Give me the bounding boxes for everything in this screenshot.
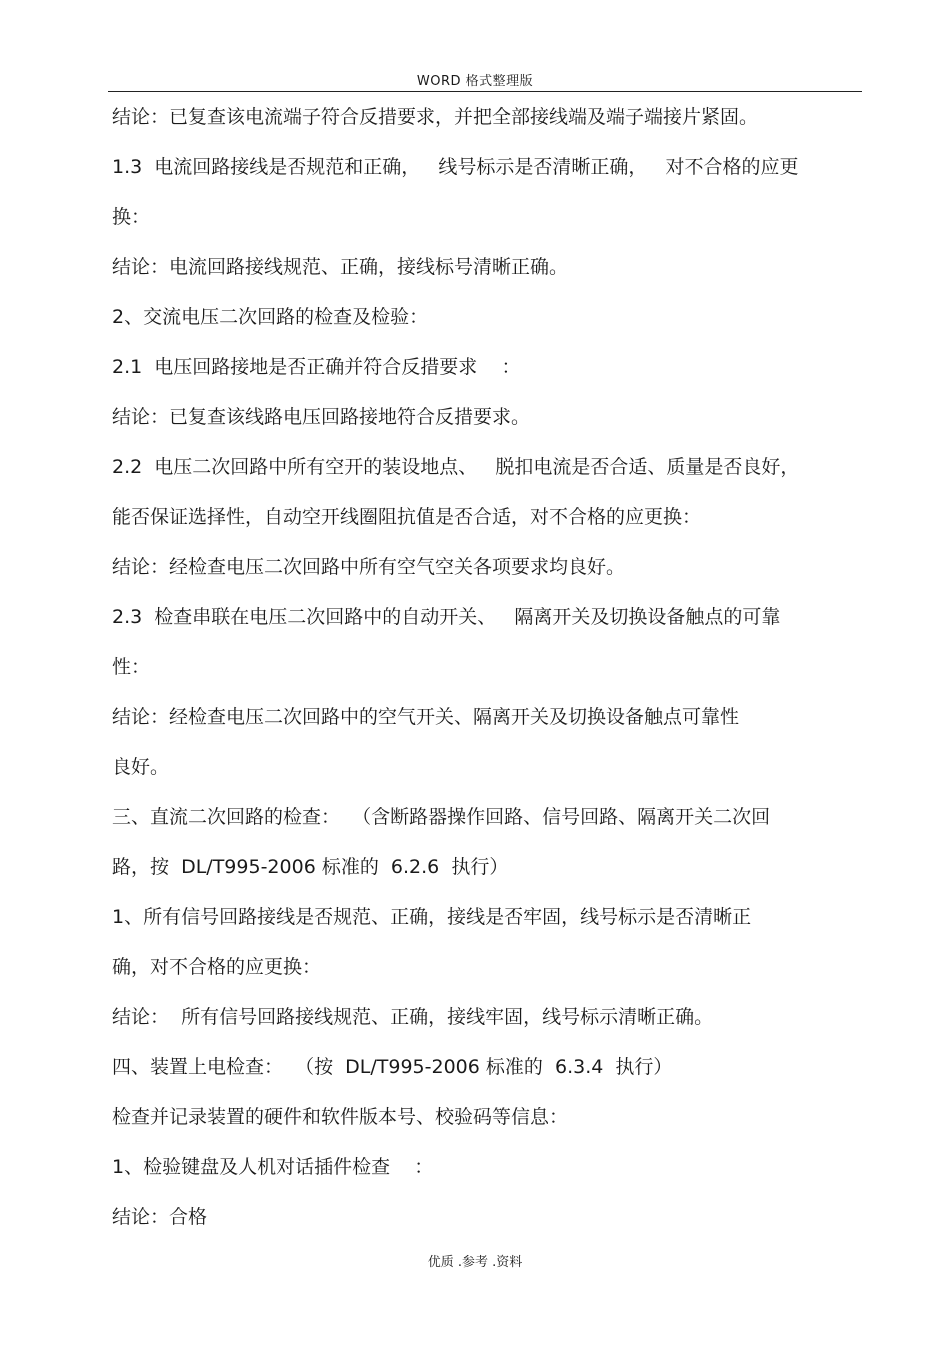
text-line: 性： xyxy=(112,656,151,678)
document-body xyxy=(112,101,857,1251)
text-line: 2、交流电压二次回路的检查及检验： xyxy=(112,306,429,328)
text-line: 结论：经检查电压二次回路中所有空气空关各项要求均良好。 xyxy=(112,556,626,578)
text-line: 四、装置上电检查： （按 DL/T995-2006 标准的 6.3.4 执行） xyxy=(112,1056,673,1078)
text-line: 三、直流二次回路的检查： （含断路器操作回路、信号回路、隔离开关二次回 xyxy=(112,806,771,828)
text-line: 2.1 电压回路接地是否正确并符合反措要求 ： xyxy=(112,356,521,378)
text-line: 2.3 检查串联在电压二次回路中的自动开关、 隔离开关及切换设备触点的可靠 xyxy=(112,606,781,628)
text-line: 1.3 电流回路接线是否规范和正确， 线号标示是否清晰正确， 对不合格的应更 xyxy=(112,156,799,178)
text-line: 能否保证选择性，自动空开线圈阻抗值是否合适，对不合格的应更换： xyxy=(112,506,702,528)
text-line: 路，按 DL/T995-2006 标准的 6.2.6 执行） xyxy=(112,856,509,878)
page-header: WORD 格式整理版 xyxy=(416,74,534,89)
text-line: 结论：已复查该电流端子符合反措要求，并把全部接线端及端子端接片紧固。 xyxy=(112,106,759,128)
text-line: 结论：合格 xyxy=(112,1206,208,1228)
text-line: 换： xyxy=(112,206,151,228)
text-line: 结论：电流回路接线规范、正确，接线标号清晰正确。 xyxy=(112,256,569,278)
text-line: 结论：经检查电压二次回路中的空气开关、隔离开关及切换设备触点可靠性 xyxy=(112,706,740,728)
page-footer: 优质 .参考 .资料 xyxy=(427,1255,523,1270)
text-line: 结论：已复查该线路电压回路接地符合反措要求。 xyxy=(112,406,531,428)
text-line: 1、检验键盘及人机对话插件检查 ： xyxy=(112,1156,434,1178)
text-line: 良好。 xyxy=(112,756,170,778)
text-line: 2.2 电压二次回路中所有空开的装设地点、 脱扣电流是否合适、质量是否良好， xyxy=(112,456,800,478)
text-line: 1、所有信号回路接线是否规范、正确，接线是否牢固，线号标示是否清晰正 xyxy=(112,906,752,928)
header-rule xyxy=(108,91,862,92)
text-line: 确，对不合格的应更换： xyxy=(112,956,322,978)
text-line: 检查并记录装置的硬件和软件版本号、校验码等信息： xyxy=(112,1106,569,1128)
text-line: 结论： 所有信号回路接线规范、正确，接线牢固，线号标示清晰正确。 xyxy=(112,1006,714,1028)
